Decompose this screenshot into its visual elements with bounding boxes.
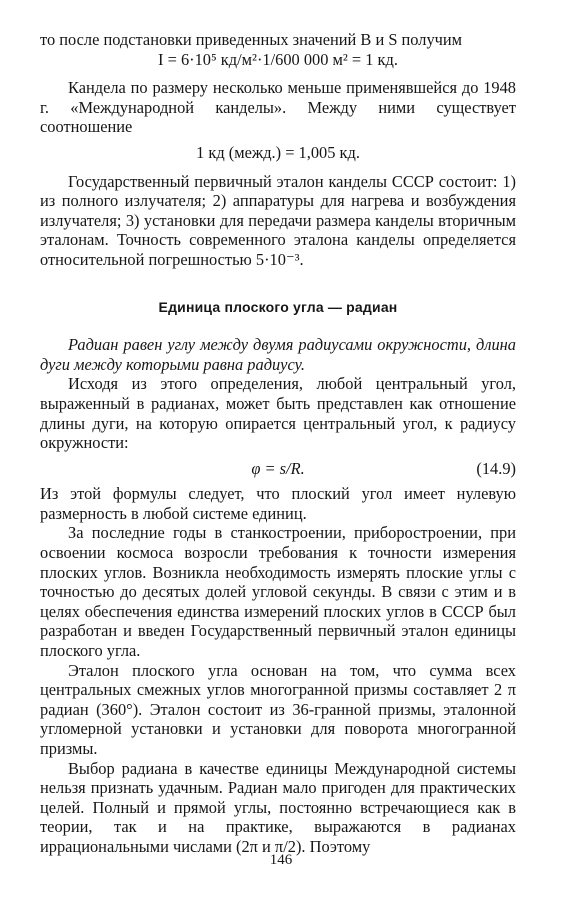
paragraph-radian-definition: Радиан равен углу между двумя радиусами окружности, длина дуги между которыми равна радиусу.	[40, 335, 516, 374]
paragraph-prism-standard: Эталон плоского угла основан на том, что сумма всех центральных смежных углов многогранной призмы составляет 2 π радиан (360°). Эталон состоит из 36-гранной призмы, эталонной угломерной установки и установки для поворота многогранной призмы.	[40, 660, 516, 758]
formula-radian: φ = s/R.	[251, 458, 305, 478]
paragraph-radian-choice: Выбор радиана в качестве единицы Международной системы нельзя признать удачным. Радиан мало пригоден для практических целей. Полный и прямой углы, постоянно встречающиеся как в теории, так и на практике, выражаются в радианах иррациональными числами (2π и π/2). Поэтому	[40, 758, 516, 856]
formula-candela: I = 6·10⁵ кд/м²·1/600 000 м² = 1 кд.	[158, 49, 398, 69]
equation-number: (14.9)	[476, 458, 516, 478]
paragraph-state-standard: Государственный первичный эталон канделы СССР состоит: 1) из полного излучателя; 2) аппаратуры для нагрева и возбуждения излучателя; 3) установки для передачи размера канделы вторичным эталонам. Точность современного эталона канделы определяется относительной погрешностью 5·10⁻³.	[40, 171, 516, 269]
page-number: 146	[269, 852, 293, 868]
formula-candela-ratio: 1 кд (межд.) = 1,005 кд.	[196, 142, 360, 162]
paragraph-accuracy: За последние годы в станкостроении, приборостроении, при освоении космоса возросли требования к точности измерения плоских углов. Возникла необходимость измерять плоские углы с точностью до десятых долей угловой секунды. В связи с этим и в целях обеспечения единства измерений плоских углов в СССР был разработан и введен Государственный первичный эталон единицы плоского угла.	[40, 523, 516, 661]
paragraph-central-angle: Исходя из этого определения, любой центральный угол, выраженный в радианах, может быть представлен как отношение длины дуги, на которую опирается центральный угол, к радиусу окружности:	[40, 374, 516, 453]
section-heading: Единица плоского угла — радиан	[158, 298, 398, 315]
paragraph-international-candela: Кандела по размеру несколько меньше применявшейся до 1948 г. «Международной канделы». Между ними существует соотношение	[40, 78, 516, 137]
paragraph-dimensionless: Из этой формулы следует, что плоский угол имеет нулевую размерность в любой системе единиц.	[40, 484, 516, 523]
formula-radian-row	[40, 459, 516, 479]
paragraph-continuation: то после подстановки приведенных значений B и S получим	[40, 30, 463, 49]
